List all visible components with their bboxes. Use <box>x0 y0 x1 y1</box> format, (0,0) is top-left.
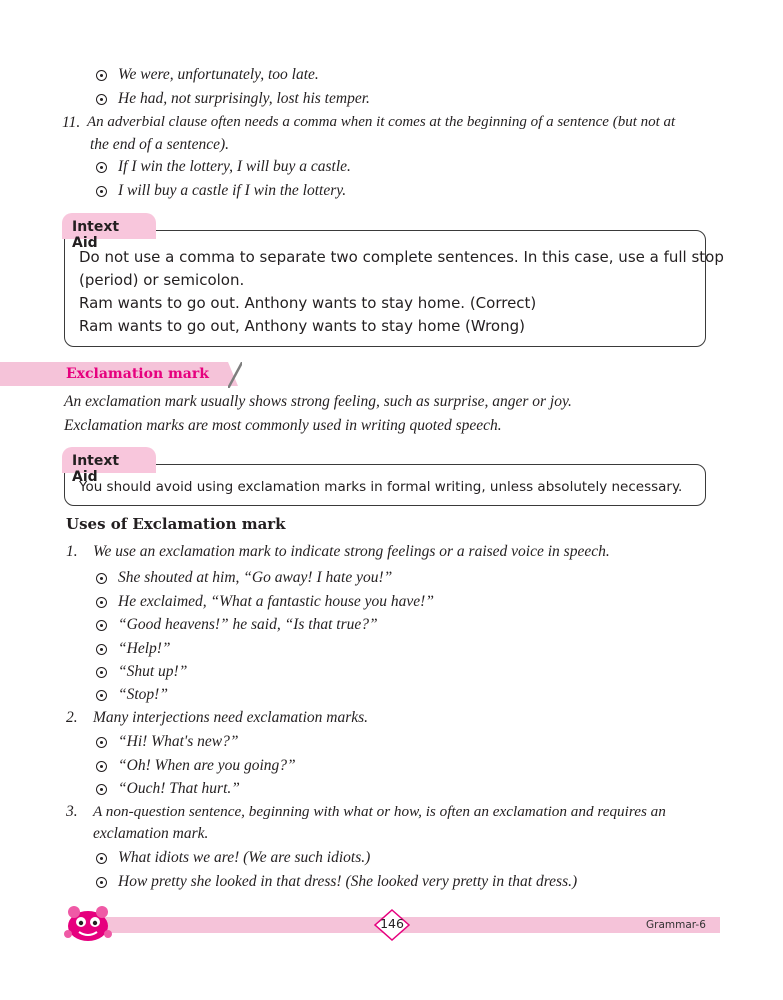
example-text: “Help!” <box>118 640 171 657</box>
book-label: Grammar-6 <box>646 919 706 931</box>
example-text: “Ouch! That hurt.” <box>118 780 240 797</box>
page-number: 146 <box>380 916 404 931</box>
section-title: Exclamation mark <box>66 366 209 382</box>
intro-text: Exclamation marks are most commonly used in writing quoted speech. <box>64 417 502 434</box>
aid-line: Ram wants to go out. Anthony wants to stay home. (Correct) <box>79 294 537 312</box>
rule-text: A non-question sentence, beginning with what or how, is often an exclamation and requires an <box>93 803 666 820</box>
bullet-icon <box>96 761 107 772</box>
aid-line: Ram wants to go out, Anthony wants to stay home (Wrong) <box>79 317 525 335</box>
bullet-icon <box>96 853 107 864</box>
bullet-icon <box>96 597 107 608</box>
bullet-icon <box>96 690 107 701</box>
example-text: How pretty she looked in that dress! (She looked very pretty in that dress.) <box>118 873 578 890</box>
rule-text: We use an exclamation mark to indicate strong feelings or a raised voice in speech. <box>93 543 610 560</box>
bullet-icon <box>96 620 107 631</box>
uses-heading: Uses of Exclamation mark <box>66 515 286 533</box>
example-text: She shouted at him, “Go away! I hate you!” <box>118 569 393 586</box>
example-text: “Good heavens!” he said, “Is that true?” <box>118 616 378 633</box>
aid-line: (period) or semicolon. <box>79 271 245 289</box>
example-text: “Stop!” <box>118 686 168 703</box>
rule-text: Many interjections need exclamation marks. <box>93 709 369 726</box>
bullet-icon <box>96 877 107 888</box>
example-text: He had, not surprisingly, lost his temper. <box>118 90 370 107</box>
intro-text: An exclamation mark usually shows strong feeling, such as surprise, anger or joy. <box>64 393 572 410</box>
example-text: What idiots we are! (We are such idiots.) <box>118 849 371 866</box>
example-text: If I win the lottery, I will buy a castle. <box>118 158 351 175</box>
example-text: I will buy a castle if I win the lottery. <box>118 182 347 199</box>
example-text: We were, unfortunately, too late. <box>118 66 319 83</box>
intext-aid-tab: Intext Aid <box>62 213 156 239</box>
monster-mascot-icon <box>62 898 114 944</box>
rule-text: the end of a sentence). <box>90 136 230 153</box>
aid-line: Do not use a comma to separate two complete sentences. In this case, use a full stop <box>79 248 724 266</box>
section-band-edge <box>228 362 242 388</box>
bullet-icon <box>96 737 107 748</box>
intext-aid-tab: Intext Aid <box>62 447 156 473</box>
footer-band <box>100 917 720 933</box>
list-number: 3. <box>66 803 78 820</box>
rule-text: exclamation mark. <box>93 825 209 842</box>
bullet-icon <box>96 186 107 197</box>
list-number: 11. <box>62 114 81 131</box>
bullet-icon <box>96 162 107 173</box>
example-text: “Hi! What's new?” <box>118 733 239 750</box>
rule-text: An adverbial clause often needs a comma when it comes at the beginning of a sentence (but not at <box>87 114 676 130</box>
bullet-icon <box>96 644 107 655</box>
bullet-icon <box>96 784 107 795</box>
bullet-icon <box>96 667 107 678</box>
example-text: “Oh! When are you going?” <box>118 757 296 774</box>
example-text: “Shut up!” <box>118 663 188 680</box>
aid-line: You should avoid using exclamation marks in formal writing, unless absolutely necessary. <box>79 479 683 495</box>
bullet-icon <box>96 70 107 81</box>
list-number: 2. <box>66 709 78 726</box>
list-number: 1. <box>66 543 78 560</box>
example-text: He exclaimed, “What a fantastic house you have!” <box>118 593 434 610</box>
bullet-icon <box>96 573 107 584</box>
bullet-icon <box>96 94 107 105</box>
